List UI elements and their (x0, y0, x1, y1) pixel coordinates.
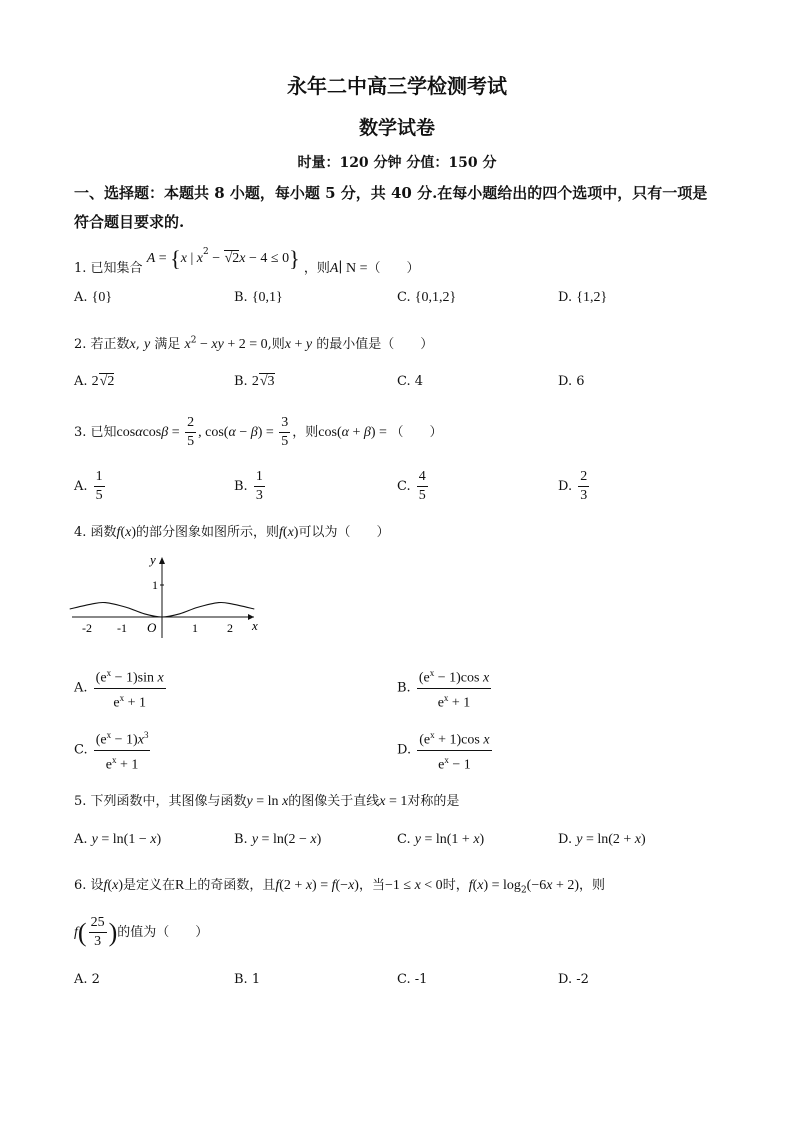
q2-option-b[interactable]: B. 2√3 (234, 374, 275, 389)
q5-option-c[interactable]: C. y = ln(1 + x) (397, 832, 485, 847)
question-5: 5. 下列函数中，其图像与函数y = ln x的图像关于直线x = 1对称的是 (74, 794, 460, 809)
question-6-cont: f( $\frac{25}{3}$ )的值为（ ） (74, 915, 209, 949)
question-4: 4. 函数f(x)的部分图象如图所示，则f(x)可以为（ ） (74, 525, 390, 540)
section-heading: 一、选择题：本题共 8 小题，每小题 5 分，共 40 分.在每小题给出的四个选项中，只有一项是 (74, 184, 708, 202)
question-6: 6. 设f(x)是定义在R上的奇函数，且f(2 + x) = f(−x)，当−1 ≤ x < 0时，$f(x) = \log_2(-6x + 2)$，则 (74, 878, 606, 896)
x-tick-label: -2 (82, 621, 92, 635)
function-graph (68, 548, 278, 640)
y-axis-label: y (150, 552, 156, 567)
y-tick-label: 1 (152, 578, 158, 592)
q4-option-d[interactable]: D. $\frac{(e^x + 1)\cos x}{e^x - 1}$ (397, 726, 494, 774)
q3-option-c[interactable]: C. $\frac{4}{5}$ (397, 469, 426, 503)
q4-option-b[interactable]: B. $\frac{(e^x - 1)\cos x}{e^x + 1}$ (397, 664, 493, 712)
q6-option-c[interactable]: C. -1 (397, 972, 428, 987)
page-subtitle: 数学试卷 (358, 117, 435, 139)
exam-meta: 时量：120 分钟 分值：150 分 (297, 155, 497, 171)
q2-option-a[interactable]: A. 2√2 (74, 374, 115, 389)
q2-option-c[interactable]: C. 4 (397, 374, 424, 389)
q1-option-c[interactable]: C. {0,1,2} (397, 290, 457, 305)
q3-option-a[interactable]: A. $\frac{1}{5}$ (74, 469, 103, 503)
q1-option-a[interactable]: A. {0} (74, 290, 113, 305)
x-tick-label: -1 (117, 621, 127, 635)
q6-option-b[interactable]: B. 1 (234, 972, 261, 987)
q3-option-d[interactable]: D. $\frac{2}{3}$ (558, 469, 588, 503)
q4-option-a[interactable]: A. $\frac{(e^x - 1)\sin x}{e^x + 1}$ (74, 664, 168, 712)
q6-option-d[interactable]: D. -2 (558, 972, 589, 987)
y-axis-arrow (159, 557, 165, 564)
question-1: 1. 已知集合 A = {x | $x^2 - √2x - 4 \le 0$} ，则A∣ N =（ ） (74, 246, 420, 276)
question-3: 3. 已知cosαcosβ = $\frac{2}{5}$ , cos(α − β) = $\frac{3}{5}$ ，则cos(α + β) = （ ） (74, 415, 443, 449)
q6-option-a[interactable]: A. 2 (74, 972, 100, 987)
page-title: 永年二中高三学检测考试 (287, 74, 507, 98)
q4-option-c[interactable]: C. $\frac{(e^x - 1)x^3}{e^x + 1}$ (74, 726, 152, 774)
section-heading-cont: 符合题目要求的. (74, 213, 185, 231)
x-tick-label: 2 (227, 621, 233, 635)
q5-option-d[interactable]: D. y = ln(2 + x) (558, 832, 646, 847)
q1-option-d[interactable]: D. {1,2} (558, 290, 608, 305)
q1-option-b[interactable]: B. {0,1} (234, 290, 283, 305)
q3-option-b[interactable]: B. $\frac{1}{3}$ (234, 469, 263, 503)
x-tick-label: 1 (192, 621, 198, 635)
x-axis-label: x (252, 618, 258, 633)
q5-option-b[interactable]: B. y = ln(2 − x) (234, 832, 322, 847)
q5-option-a[interactable]: A. y = ln(1 − x) (74, 832, 162, 847)
q2-option-d[interactable]: D. 6 (558, 374, 585, 389)
origin-label: O (147, 620, 157, 635)
question-2: 2. 若正数x, y 满足 $x^2$ − xy + 2 = 0,则x + y 的最小值是（ ） (74, 335, 434, 352)
